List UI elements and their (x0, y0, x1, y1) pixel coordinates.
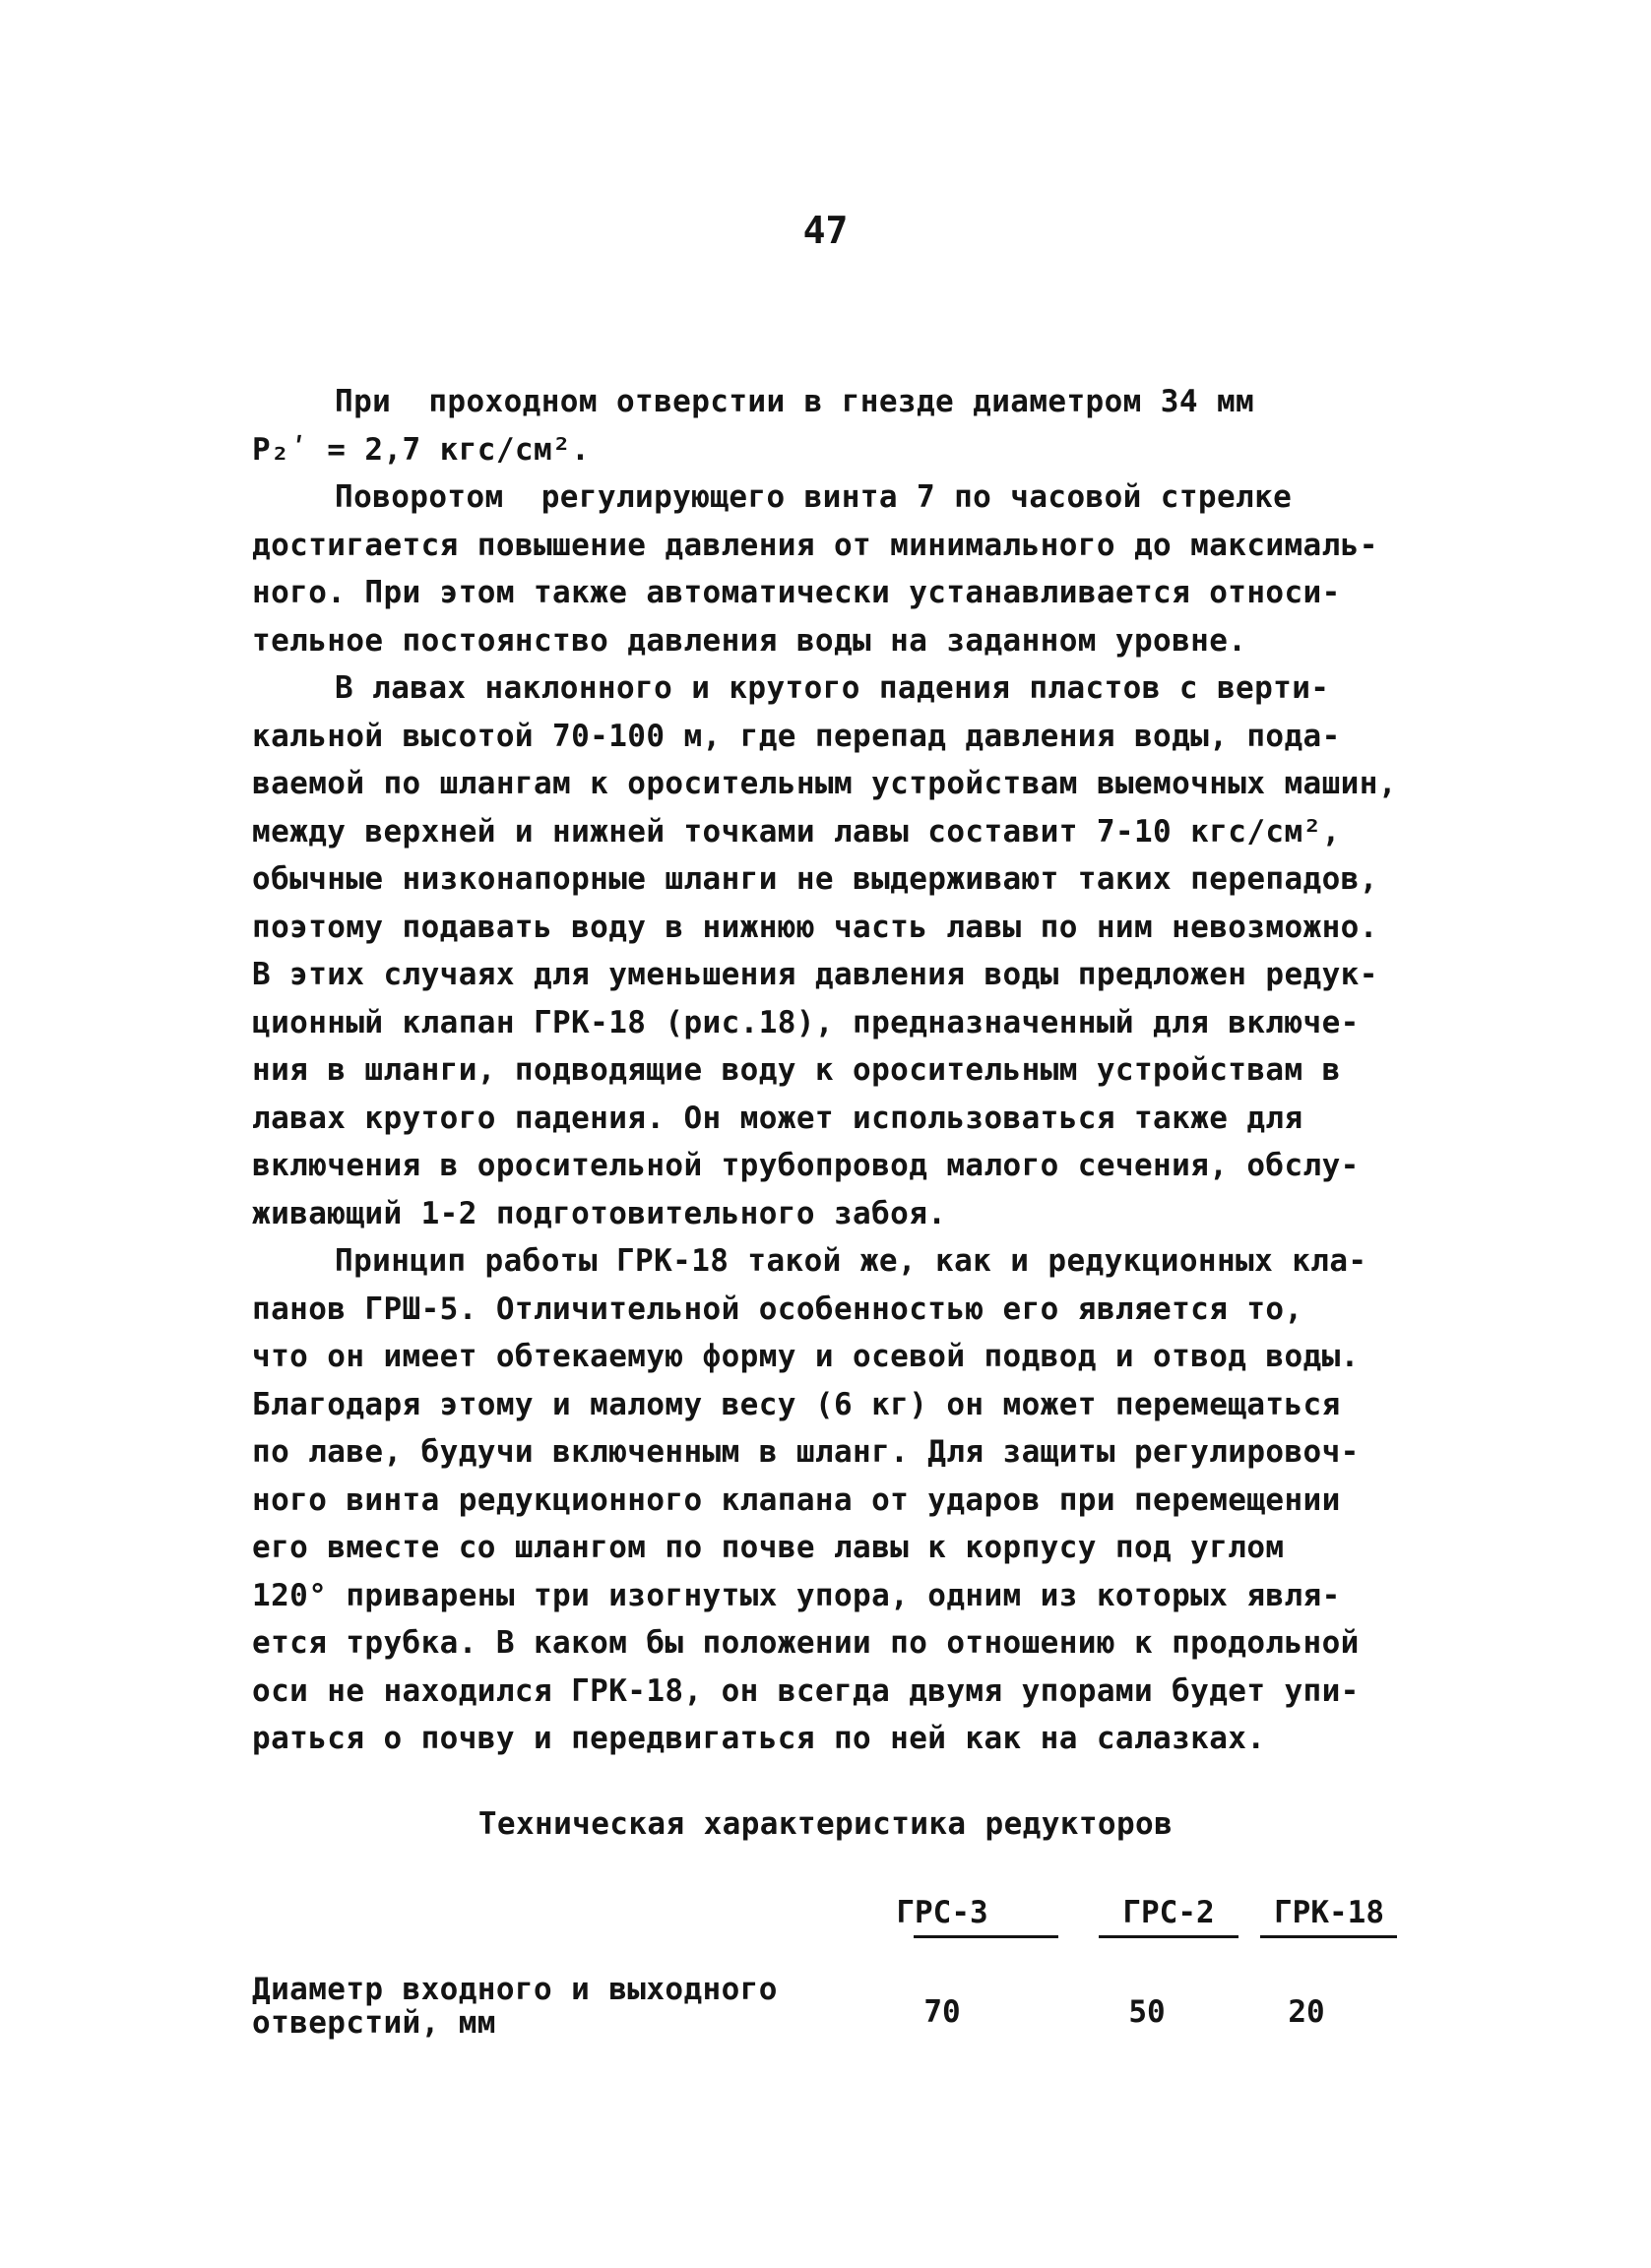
row-label-line: Диаметр входного и выходного (252, 1972, 778, 2007)
text-line: ния в шланги, подводящие воду к оросительным устройствам в (252, 1052, 1341, 1088)
text-line: раться о почву и передвигаться по ней как на салазках. (252, 1721, 1266, 1756)
table-row-label (252, 1973, 778, 2040)
column-underline (914, 1935, 1058, 1938)
table-cell-grs3: 70 (923, 1994, 961, 2030)
text-line: кальной высотой 70-100 м, где перепад давления воды, пода- (252, 718, 1341, 754)
text-line: обычные низконапорные шланги не выдерживают таких перепадов, (252, 861, 1378, 897)
column-header-grs3: ГРС-3 (896, 1895, 988, 1930)
text-line: включения в оросительной трубопровод малого сечения, обслу- (252, 1148, 1360, 1183)
text-line: P₂ʹ = 2,7 кгс/см². (252, 431, 591, 468)
text-line: ционный клапан ГРК-18 (рис.18), предназначенный для включе- (252, 1004, 1360, 1040)
paragraph-3 (252, 664, 1478, 1237)
text-line: Благодаря этому и малому весу (6 кг) он может перемещаться (252, 1386, 1341, 1422)
text-line: ного. При этом также автоматически устанавливается относи- (252, 575, 1341, 610)
paragraph-2 (252, 473, 1478, 664)
text-line: В лавах наклонного и крутого падения пластов с верти- (335, 670, 1330, 706)
text-line: панов ГРШ-5. Отличительной особенностью его является то, (252, 1291, 1303, 1327)
text-line: по лаве, будучи включенным в шланг. Для защиты регулировоч- (252, 1434, 1360, 1470)
column-header-grk18: ГРК-18 (1274, 1895, 1384, 1930)
text-line: Принцип работы ГРК-18 такой же, как и редукционных кла- (335, 1243, 1367, 1279)
text-line: тельное постоянство давления воды на заданном уровне. (252, 622, 1247, 659)
text-line: поэтому подавать воду в нижнюю часть лавы по ним невозможно. (252, 909, 1378, 945)
row-label-line: отверстий, мм (252, 2005, 496, 2041)
text-line: В этих случаях для уменьшения давления воды предложен редук- (252, 957, 1378, 992)
text-line: Поворотом регулирующего винта 7 по часовой стрелке (335, 479, 1293, 515)
body-text (252, 378, 1478, 1763)
text-line: ваемой по шлангам к оросительным устройствам выемочных машин, (252, 766, 1397, 801)
table-cell-grs2: 50 (1128, 1994, 1166, 2030)
table-cell-grk18: 20 (1288, 1994, 1325, 2030)
column-underline (1260, 1935, 1397, 1938)
paragraph-1 (252, 378, 1478, 473)
text-line: между верхней и нижней точками лавы составит 7-10 кгс/см², (252, 813, 1341, 850)
text-line: что он имеет обтекаемую форму и осевой подвод и отвод воды. (252, 1339, 1360, 1374)
table-title: Техническая характеристика редукторов (477, 1806, 1174, 1842)
text-line: ного винта редукционного клапана от ударов при перемещении (252, 1481, 1341, 1518)
text-line: живающий 1-2 подготовительного забоя. (252, 1195, 947, 1231)
text-line: При проходном отверстии в гнезде диаметром 34 мм (335, 384, 1255, 419)
text-line: лавах крутого падения. Он может использоваться также для (252, 1100, 1303, 1136)
column-header-grs2: ГРС-2 (1122, 1895, 1215, 1930)
column-underline (1099, 1935, 1238, 1938)
text-line: его вместе со шлангом по почве лавы к корпусу под углом (252, 1530, 1285, 1565)
page-number: 47 (802, 209, 849, 252)
text-line: ется трубка. В каком бы положении по отношению к продольной (252, 1625, 1360, 1661)
text-line: 120° приварены три изогнутых упора, одним из которых явля- (252, 1577, 1341, 1613)
paragraph-4 (252, 1237, 1478, 1763)
text-line: оси не находился ГРК-18, он всегда двумя упорами будет упи- (252, 1672, 1360, 1709)
text-line: достигается повышение давления от минимального до максималь- (252, 527, 1378, 563)
